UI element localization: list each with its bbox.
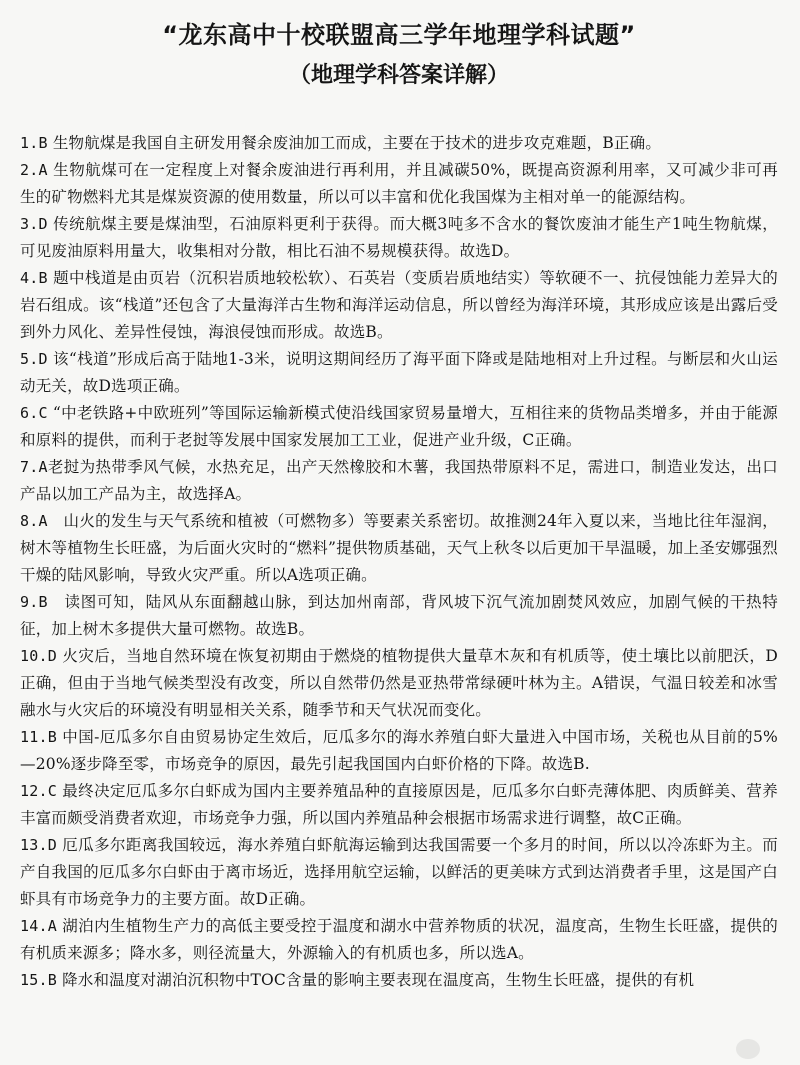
answer-text: 该“栈道”形成后高于陆地1-3米，说明这期间经历了海平面下降或是陆地相对上升过程。与断层和火山运动无关，故D选项正确。 <box>20 350 778 395</box>
answer-number: 15.B <box>20 971 57 989</box>
answer-text: 火灾后，当地自然环境在恢复初期由于燃烧的植物提供大量草木灰和有机质等，使土壤比以前肥沃，D正确，但由于当地气候类型没有改变，所以自然带仍然是亚热带常绿硬叶林为主。A错误，气温日较差和冰雪融水与火灾后的环境没有明显相关关系，随季节和天气状况而变化。 <box>20 647 778 719</box>
answer-item-1 <box>20 130 778 157</box>
answer-number: 4.B <box>20 269 48 287</box>
answer-text: 老挝为热带季风气候，水热充足，出产天然橡胶和木薯，我国热带原料不足，需进口，制造业发达，出口产品以加工产品为主，故选择A。 <box>20 458 778 503</box>
answer-number: 13.D <box>20 836 57 854</box>
answer-number: 2.A <box>20 161 48 179</box>
answer-item-13 <box>20 832 778 913</box>
answer-item-9 <box>20 589 778 643</box>
answer-item-12 <box>20 778 778 832</box>
answer-item-2 <box>20 157 778 211</box>
answer-text: 降水和温度对湖泊沉积物中TOC含量的影响主要表现在温度高，生物生长旺盛，提供的有机 <box>56 971 695 989</box>
answer-text: 生物航煤可在一定程度上对餐余废油进行再利用，并且减碳50%，既提高资源利用率，又可减少非可再生的矿物燃料尤其是煤炭资源的使用数量，所以可以丰富和优化我国煤为主相对单一的能源结构。 <box>20 161 778 206</box>
answer-item-5 <box>20 346 778 400</box>
answer-item-4 <box>20 265 778 346</box>
document-subtitle: （地理学科答案详解） <box>288 63 509 88</box>
answer-text: 山火的发生与天气系统和植被（可燃物多）等要素关系密切。故推测24年入夏以来，当地比往年湿润，树木等植物生长旺盛，为后面火灾时的“燃料”提供物质基础，天气上秋冬以后更加干旱温暖，加上圣安娜强烈干燥的陆风影响，导致火灾严重。所以A选项正确。 <box>20 512 778 584</box>
answer-item-8 <box>20 508 778 589</box>
answer-number: 1.B <box>20 134 48 152</box>
answer-number: 6.C <box>20 404 48 422</box>
answer-text: 读图可知，陆风从东面翻越山脉，到达加州南部，背风坡下沉气流加剧焚风效应，加剧气候的干热特征，加上树木多提供大量可燃物。故选B。 <box>20 593 778 638</box>
answer-item-11 <box>20 724 778 778</box>
answer-text: 传统航煤主要是煤油型，石油原料更利于获得。而大概3吨多不含水的餐饮废油才能生产1吨生物航煤，可见废油原料用量大，收集相对分散，相比石油不易规模获得。故选D。 <box>20 215 778 260</box>
answer-number: 3.D <box>20 215 48 233</box>
answer-number: 7.A <box>20 458 48 476</box>
answer-number: 8.A <box>20 512 48 530</box>
answer-number: 11.B <box>20 728 57 746</box>
answer-text: “中老铁路+中欧班列”等国际运输新模式使沿线国家贸易量增大，互相往来的货物品类增多，并由于能源和原料的提供，而利于老挝等发展中国家发展加工工业，促进产业升级，C正确。 <box>20 404 778 449</box>
answer-item-7 <box>20 454 778 508</box>
watermark-logo-icon <box>736 1039 760 1059</box>
answer-number: 9.B <box>20 593 48 611</box>
answer-text: 最终决定厄瓜多尔白虾成为国内主要养殖品种的直接原因是，厄瓜多尔白虾壳薄体肥、肉质鲜美、营养丰富而颇受消费者欢迎，市场竞争力强，所以国内养殖品种会根据市场需求进行调整，故C正确。 <box>20 782 778 827</box>
document-title: “龙东高中十校联盟高三学年地理学科试题” <box>162 21 636 49</box>
answer-item-15 <box>20 967 778 994</box>
answer-number: 10.D <box>20 647 57 665</box>
answer-number: 12.C <box>20 782 57 800</box>
answer-item-14 <box>20 913 778 967</box>
answer-number: 5.D <box>20 350 48 368</box>
answer-text: 题中栈道是由页岩（沉积岩质地较松软）、石英岩（变质岩质地结实）等软硬不一、抗侵蚀能力差异大的岩石组成。该“栈道”还包含了大量海洋古生物和海洋运动信息，所以曾经为海洋环境，其形成应该是出露后受到外力风化、差异性侵蚀，海浪侵蚀而形成。故选B。 <box>20 269 778 341</box>
answer-item-10 <box>20 643 778 724</box>
answer-item-3 <box>20 211 778 265</box>
answer-text: 生物航煤是我国自主研发用餐余废油加工而成，主要在于技术的进步攻克难题，B正确。 <box>47 134 662 152</box>
answer-text: 湖泊内生植物生产力的高低主要受控于温度和湖水中营养物质的状况，温度高，生物生长旺盛，提供的有机质来源多；降水多，则径流量大，外源输入的有机质也多，所以选A。 <box>20 917 778 962</box>
answer-list <box>20 130 778 994</box>
answer-number: 14.A <box>20 917 57 935</box>
answer-item-6 <box>20 400 778 454</box>
answer-text: 厄瓜多尔距离我国较远，海水养殖白虾航海运输到达我国需要一个多月的时间，所以以冷冻虾为主。而产自我国的厄瓜多尔白虾由于离市场近，选择用航空运输，以鲜活的更美味方式到达消费者手里，这是国产白虾具有市场竞争力的主要方面。故D正确。 <box>20 836 778 908</box>
answer-text: 中国-厄瓜多尔自由贸易协定生效后，厄瓜多尔的海水养殖白虾大量进入中国市场，关税也从目前的5%—20%逐步降至零，市场竞争的原因，最先引起我国国内白虾价格的下降。故选B. <box>20 728 778 773</box>
